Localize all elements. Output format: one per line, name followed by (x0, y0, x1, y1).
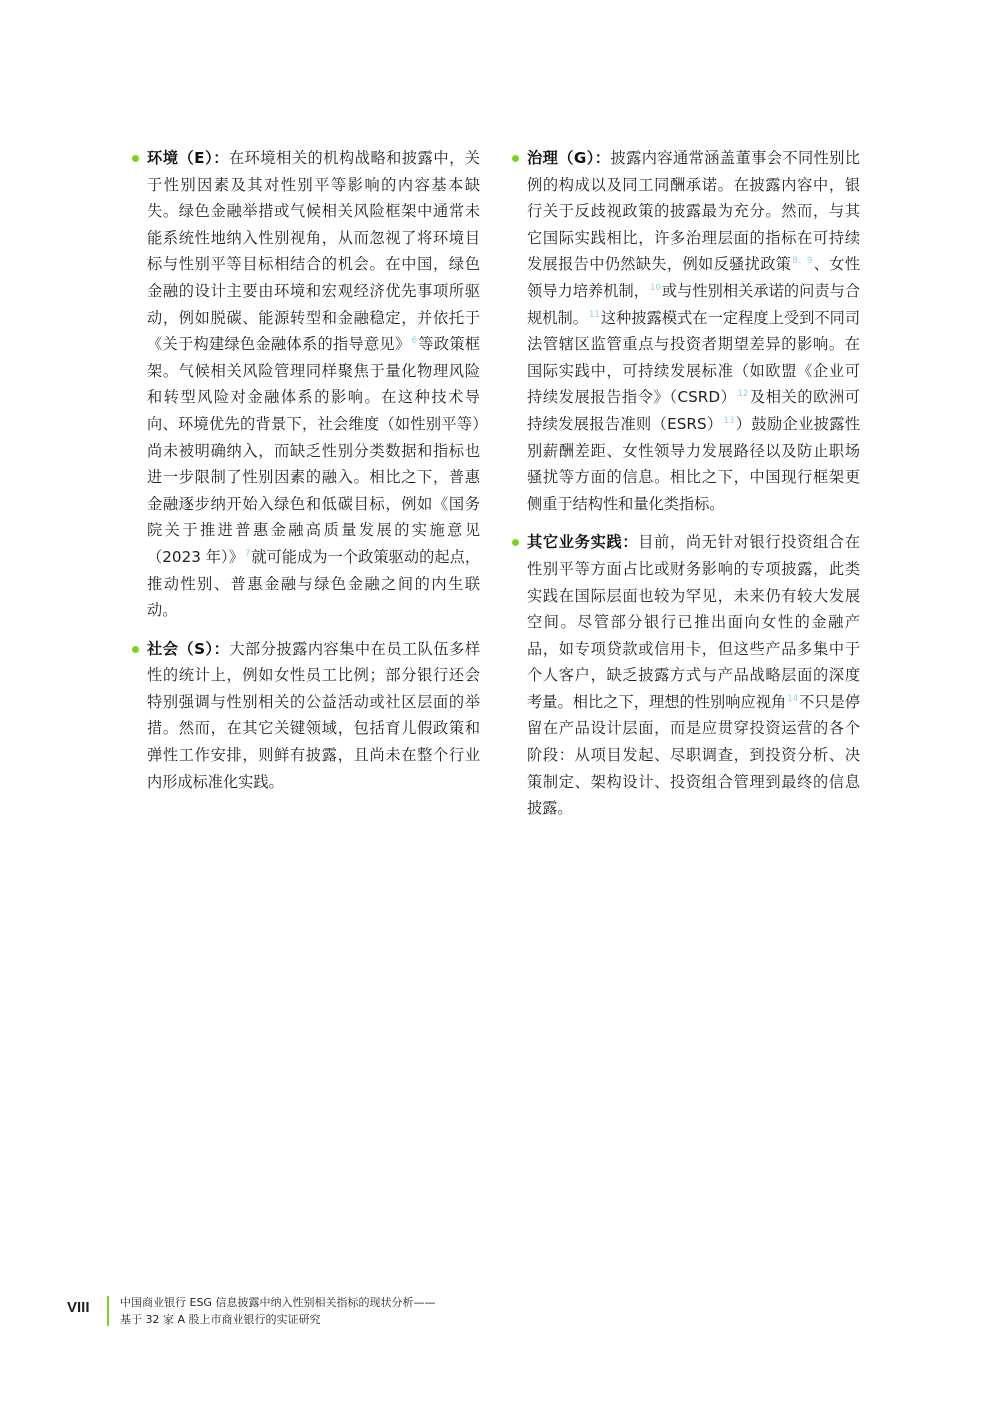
bullet-dot-icon (512, 155, 519, 162)
bullet-social (130, 636, 480, 796)
footnote-ref-10[interactable]: 10 (649, 282, 661, 293)
bullet-governance (510, 145, 860, 517)
bullet-dot-icon (132, 646, 139, 653)
page-number: VIII (67, 1299, 90, 1316)
bullet-dot-icon (132, 155, 139, 162)
footnote-ref-8-9[interactable]: 8、9 (792, 256, 813, 267)
gov-text-5: 及相关的欧洲可持续发展报告准则（ESRS） (527, 388, 860, 433)
other-heading: 其它业务实践： (527, 533, 639, 552)
social-text-1: 大部分披露内容集中在员工队伍多样性的统计上，例如女性员工比例；部分银行还会特别强调与性别相关的公益活动或社区层面的举措。然而，在其它关键领域，包括育儿假政策和弹性工作安排，则鲜有披露，且尚未在整个行业内形成标准化实践。 (147, 639, 481, 791)
right-column (510, 145, 860, 834)
footnote-ref-7[interactable]: 7 (244, 548, 251, 559)
gov-text-4: 这种披露模式在一定程度上受到不同司法管辖区监管重点与投资者期望差异的影响。在国际实践中，可持续发展标准（如欧盟《企业可持续发展报告指令》（CSRD） (527, 308, 861, 407)
env-text-1: 在环境相关的机构战略和披露中，关于性别因素及其对性别平等影响的内容基本缺失。绿色金融举措或气候相关风险框架中通常未能系统性地纳入性别视角，从而忽视了将环境目标与性别平等目标相结合的机会。在中国，绿色金融的设计主要由环境和宏观经济优先事项所驱动，例如脱碳、能源转型和金融稳定，并依托于《关于构建绿色金融体系的指导意见》 (147, 149, 480, 354)
other-text-2: 不只是停留在产品设计层面，而是应贯穿投资运营的各个阶段：从项目发起、尽职调查，到投资分析、决策制定、架构设计、投资组合管理到最终的信息披露。 (527, 692, 861, 818)
running-title (120, 1294, 435, 1328)
running-title-line-2: 基于 32 家 A 股上市商业银行的实证研究 (120, 1313, 321, 1326)
bullet-environment (130, 145, 480, 624)
footnote-ref-6[interactable]: 6 (411, 336, 417, 347)
footnote-ref-13[interactable]: 13 (723, 415, 735, 426)
running-title-line-1: 中国商业银行 ESG 信息披露中纳入性别相关指标的现状分析—— (120, 1296, 436, 1309)
left-column (130, 145, 480, 807)
bullet-dot-icon (512, 539, 519, 546)
gov-text-2: 、女性领导力培养机制， (527, 255, 861, 300)
social-heading: 社会（S）： (147, 639, 230, 658)
gov-heading: 治理（G）： (527, 149, 611, 167)
bullet-other-practices (510, 529, 860, 822)
gov-text-1: 披露内容通常涵盖董事会不同性别比例的构成以及同工同酬承诺。在披露内容中，银行关于反歧视政策的披露最为充分。然而，与其它国际实践相比，许多治理层面的指标在可持续发展报告中仍然缺失，例如反骚扰政策 (527, 149, 860, 274)
gov-text-6: ）鼓励企业披露性别薪酬差距、女性领导力发展路径以及防止职场骚扰等方面的信息。相比之下，中国现行框架更侧重于结构性和量化类指标。 (527, 414, 861, 513)
env-text-3: 就可能成为一个政策驱动的起点，推动性别、普惠金融与绿色金融之间的内生联动。 (147, 547, 481, 620)
footnote-ref-12[interactable]: 12 (737, 389, 749, 400)
gov-text-3: 或与性别相关承诺的问责与合规机制。 (527, 281, 861, 327)
other-text-1: 目前，尚无针对银行投资组合在性别平等方面占比或财务影响的专项披露，此类实践在国际层面也较为罕见，未来仍有较大发展空间。尽管部分银行已推出面向女性的金融产品，如专项贷款或信用卡，但这些产品多集中于个人客户，缺乏披露方式与产品战略层面的深度考量。相比之下，理想的性别响应视角 (527, 533, 860, 711)
footer-divider (107, 1296, 109, 1326)
footnote-ref-11[interactable]: 11 (589, 309, 600, 320)
env-heading: 环境（E）： (147, 149, 229, 167)
footnote-ref-14[interactable]: 14 (787, 693, 799, 704)
env-text-2: 等政策框架。气候相关风险管理同样聚焦于量化物理风险和转型风险对金融体系的影响。在这种技术导向、环境优先的背景下，社会维度（如性别平等）尚未被明确纳入，而缺乏性别分类数据和指标也进一步限制了性别因素的融入。相比之下，普惠金融逐步纳开始入绿色和低碳目标，例如《国务院关于推进普惠金融高质量发展的实施意见（2023 年）》 (147, 335, 481, 566)
